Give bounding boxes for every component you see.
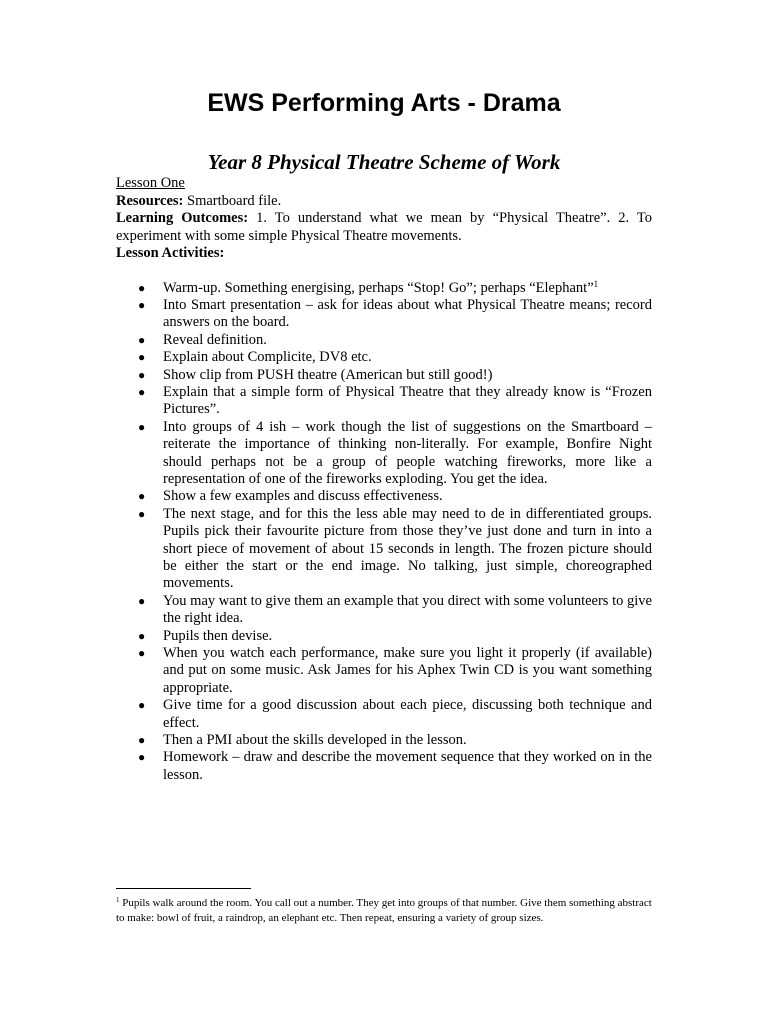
activity-text: Pupils then devise. [163,627,273,644]
bullet-icon: ● [138,489,146,504]
activity-text: Give time for a good discussion about each piece, discussing both technique and effect. [163,697,652,731]
bullet-icon: ● [138,646,146,661]
activity-text: When you watch each performance, make sure you light it properly (if available) and put on some music. Ask James for his Aphex Twin CD is you want something appropriate. [163,645,652,696]
bullet-icon: ● [138,698,146,713]
bullet-icon: ● [138,280,146,295]
activity-item [116,384,652,419]
activity-item [116,749,652,784]
bullet-icon: ● [138,350,146,365]
footnote-reference: 1 [593,278,599,289]
footnote-text: Pupils walk around the room. You call out a number. They get into groups of that number. Give them something abstract to make: bowl of fruit, a raindrop, an elephant etc. Then repeat, ensuring a variety of group sizes. [116,897,652,924]
learning-outcomes-label: Learning Outcomes: [116,210,249,226]
resources-label: Resources: [116,192,184,209]
activity-text: Explain about Complicite, DV8 etc. [163,349,372,366]
lesson-activities-label: Lesson Activities: [116,245,225,261]
learning-outcomes-text: 1. To understand what we mean by “Physical Theatre”. 2. To experiment with some simple Physical Theatre movements. [116,210,652,244]
bullet-icon: ● [138,750,146,765]
activity-item [116,297,652,332]
activity-item [116,367,652,384]
bullet-icon: ● [138,367,146,382]
lesson-heading: Lesson One [116,175,185,191]
resources-paragraph [116,193,652,211]
activity-item [116,488,652,505]
footnote-divider [116,888,251,889]
activity-item [116,645,652,697]
activity-item [116,332,652,349]
activity-text: Explain that a simple form of Physical Theatre that they already know is “Frozen Pictures”. [163,383,652,418]
activities-list [116,280,652,785]
activity-item [116,593,652,628]
page-subtitle: Year 8 Physical Theatre Scheme of Work [207,150,561,174]
activity-text: Into Smart presentation – ask for ideas about what Physical Theatre means; record answers on the board. [163,296,652,331]
activity-text: You may want to give them an example that you direct with some volunteers to give the right idea. [163,592,652,627]
activity-item [116,628,652,645]
learning-outcomes-paragraph [116,210,652,245]
activity-text: The next stage, and for this the less able may need to de in differentiated groups. Pupils pick their favourite picture from those they’ve just done and turn in into a short piece of movement of about 15 seconds in length. The frozen picture should be either the start or the end image. No talking, just simple, choreographed movements. [163,505,652,592]
activity-text: Homework – draw and describe the movement sequence that they worked on in the lesson. [163,749,652,783]
activity-item [116,349,652,366]
bullet-icon: ● [138,332,146,347]
page-title: EWS Performing Arts - Drama [207,89,561,117]
bullet-icon: ● [138,593,146,608]
activity-text: Show a few examples and discuss effectiveness. [163,488,443,505]
activity-text: Reveal definition. [163,331,267,348]
activity-item [116,280,652,297]
activity-text: Show clip from PUSH theatre (American but still good!) [163,366,493,383]
document-page [116,86,652,784]
activity-item [116,732,652,749]
activity-item [116,697,652,732]
activity-item [116,506,652,593]
activity-text: Then a PMI about the skills developed in the lesson. [163,732,467,749]
footnote [116,896,652,925]
footnote-number: 1 [116,896,120,904]
bullet-icon: ● [138,733,146,748]
bullet-icon: ● [138,506,146,521]
activity-text: Warm-up. Something energising, perhaps “Stop! Go”; perhaps “Elephant” [163,279,594,296]
bullet-icon: ● [138,419,146,434]
lesson-activities-heading [116,245,652,263]
bullet-icon: ● [138,384,146,399]
activity-text: Into groups of 4 ish – work though the list of suggestions on the Smartboard – reiterate the importance of thinking non-literally. For example, Bonfire Night should perhaps not be a group of people watching fireworks, more like a representation of one of the fireworks exploding. You get the idea. [163,418,652,487]
bullet-icon: ● [138,297,146,312]
activity-item [116,419,652,489]
resources-text: Smartboard file. [183,192,282,209]
bullet-icon: ● [138,628,146,643]
